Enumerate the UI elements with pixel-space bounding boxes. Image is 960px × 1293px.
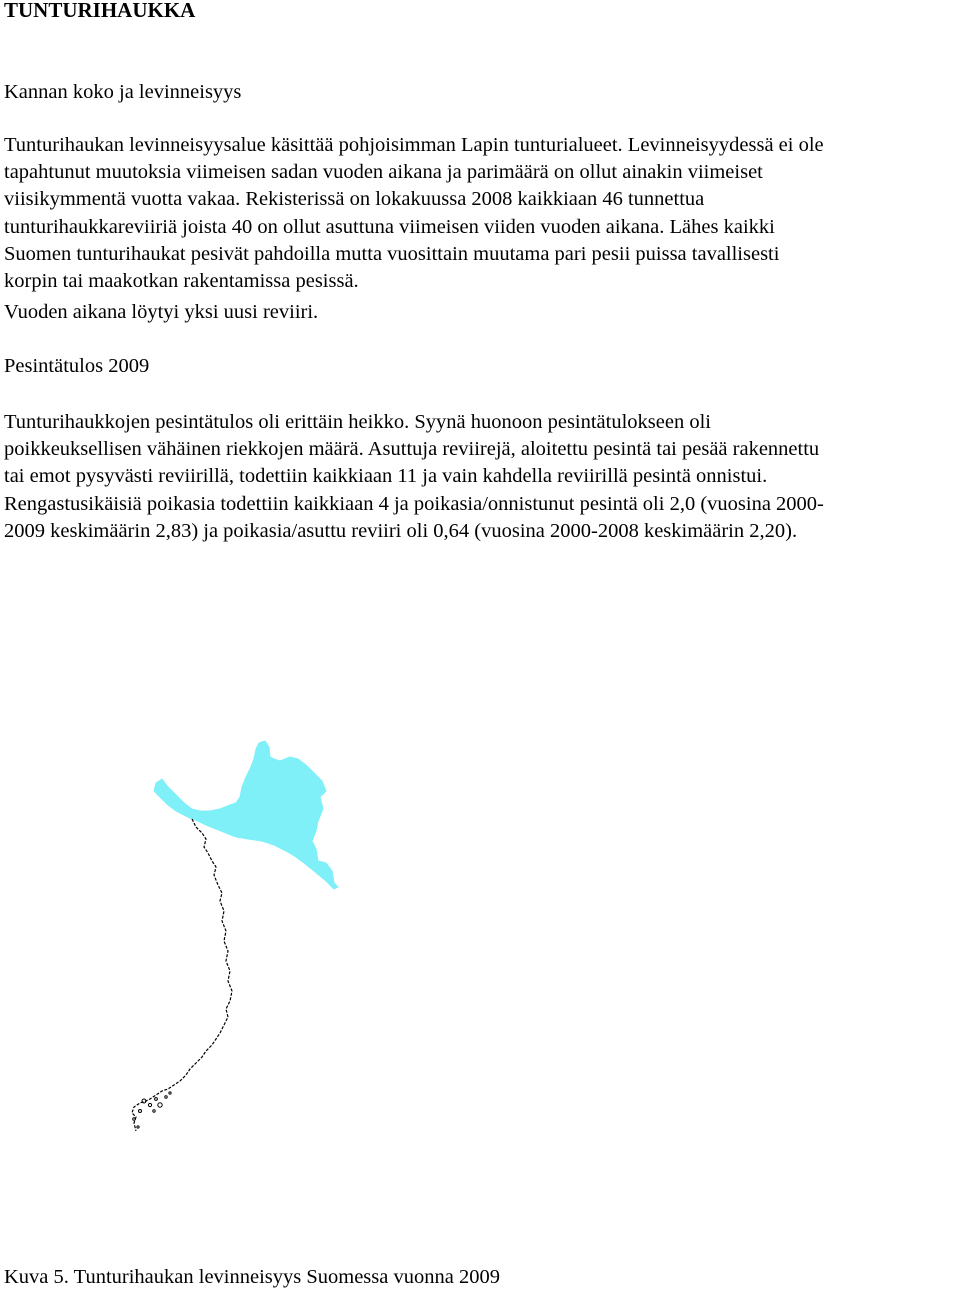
country-border xyxy=(132,819,232,1131)
text-line: poikkeuksellisen vähäinen riekkojen määrä. Asuttuja reviirejä, aloitettu pesintä tai pesää rakennettu xyxy=(4,438,820,461)
text-line: viisikymmentä vuotta vakaa. Rekisterissä on lokakuussa 2008 kaikkiaan 46 tunnettua xyxy=(4,188,705,211)
distribution-map xyxy=(120,735,340,1135)
section-heading-population: Kannan koko ja levinneisyys xyxy=(4,81,242,103)
section-heading-breeding: Pesintätulos 2009 xyxy=(4,355,150,377)
page-title: TUNTURIHAUKKA xyxy=(4,0,196,22)
coastal-islands xyxy=(133,1092,171,1128)
text-line: Rengastusikäisiä poikasia todettiin kaikkiaan 4 ja poikasia/onnistunut pesintä oli 2,0 (vuosina 2000- xyxy=(4,492,824,515)
text-line: 2009 keskimäärin 2,83) ja poikasia/asuttu reviiri oli 0,64 (vuosina 2000-2008 keskimäärin 2,20). xyxy=(4,519,798,542)
figure-caption: Kuva 5. Tunturihaukan levinneisyys Suomessa vuonna 2009 xyxy=(4,1266,500,1288)
text-line: Tunturihaukan levinneisyysalue käsittää pohjoisimman Lapin tunturialueet. Levinneisyydessä ei ole xyxy=(4,134,824,156)
text-line: tapahtunut muutoksia viimeisen sadan vuoden aikana ja parimäärä on ollut ainakin viimeiset xyxy=(4,161,763,184)
paragraph-new-territory: Vuoden aikana löytyi yksi uusi reviiri. xyxy=(4,301,319,323)
distribution-area xyxy=(154,741,338,889)
text-line: tai emot pysyvästi reviirillä, todettiin kaikkiaan 11 ja vain kahdella reviirillä pesintä onnistui. xyxy=(4,465,768,488)
text-line: tunturihaukkareviiriä joista 40 on ollut asuttuna viimeisen viiden vuoden aikana. Lähes kaikki xyxy=(4,215,775,238)
paragraph-breeding xyxy=(4,409,960,545)
text-line: Tunturihaukkojen pesintätulos oli erittäin heikko. Syynä huonoon pesintätulokseen oli xyxy=(4,411,711,433)
text-line: korpin tai maakotkan rakentamissa pesissä. xyxy=(4,270,359,293)
text-line: Suomen tunturihaukat pesivät pahdoilla mutta vuosittain muutama pari pesii puissa tavallisesti xyxy=(4,242,780,265)
paragraph-population xyxy=(4,132,960,295)
